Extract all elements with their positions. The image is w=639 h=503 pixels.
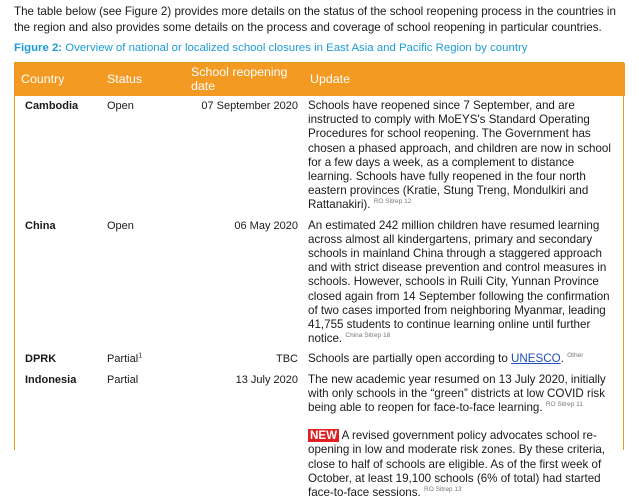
table-row (15, 216, 625, 350)
update-text: An estimated 242 million children have resumed learning across almost all kindergartens, primary and secondary schools in mainland China through a staggered approach and with strict disease prevention and control measures in schools. However, schools in Ruili City, Yunnan Province closed again from 14 September following the confirmation of two cases imported from neighboring Myanmar, leading 41,755 students to continue learning online until further notice. (308, 218, 610, 346)
header-country: Country (21, 71, 65, 86)
cell-status: Open (107, 100, 134, 112)
new-badge: NEW (310, 429, 338, 443)
update-text: Schools are partially open according to (308, 352, 508, 366)
status-text: Partial (107, 353, 139, 366)
cell-date: 13 July 2020 (235, 373, 298, 386)
figure-label: Figure 2: (14, 42, 63, 54)
cell-status: Open (107, 219, 134, 232)
cell-country: China (25, 219, 56, 232)
cell-date: 06 May 2020 (234, 219, 298, 232)
figure-caption (14, 41, 626, 56)
update-text-end: . (560, 352, 564, 366)
intro-paragraph: The table below (see Figure 2) provides more details on the status of the school reopening process in the countries in the region and also provides some details on the process and coverage of school reopening in particular countries. (14, 5, 616, 34)
source-note: RO Sitrep 13 (424, 486, 462, 494)
update-paragraph (308, 429, 617, 500)
table-row (15, 349, 625, 369)
source-note: RO Sitrep 12 (373, 198, 412, 206)
cell-country: DPRK (25, 353, 57, 366)
school-closures-table (14, 62, 624, 500)
table-row (15, 370, 625, 503)
cell-date: TBC (276, 353, 298, 366)
source-note: Other (567, 352, 584, 360)
source-note: RO Sitrep 11 (545, 401, 583, 409)
cell-country: Cambodia (25, 100, 79, 112)
table-header-row (15, 63, 625, 96)
cell-date: 07 September 2020 (201, 100, 298, 112)
cell-update (304, 349, 625, 369)
header-status: Status (107, 71, 143, 86)
cell-status (101, 349, 177, 369)
cell-country: Indonesia (25, 373, 77, 386)
header-reopening-date: School reopening date (191, 65, 288, 93)
cell-status: Partial (107, 373, 139, 386)
cell-update (304, 216, 625, 350)
update-text: The new academic year resumed on 13 July 2020, initially with only schools in the “green” districts at low COVID risk being able to reopen for face-to-face learning. (308, 372, 606, 415)
figure-title: Overview of national or localized school closures in East Asia and Pacific Region by country (65, 42, 528, 54)
table-row (15, 96, 625, 216)
update-paragraph (308, 373, 617, 416)
update-text: Schools have reopened since 7 September, and are instructed to comply with MoEYS's Standard Operating Procedures for school reopening. The Government has chosen a phased approach, and children are now in school for a few days a week, as a complement to distance learning. Schools have fully reopened in the four north eastern provinces (Kratie, Stung Treng, Mondulkiri and Rattanakiri). (308, 99, 611, 212)
source-note: China Sitrep 18 (345, 332, 391, 340)
unesco-link[interactable]: UNESCO (511, 352, 561, 366)
update-text: A revised government policy advocates school re-opening in low and moderate risk zones. By these criteria, close to half of schools are eligible. As of the first week of October, at least 19,100 schools (6% of total) had started face-to-face sessions. (308, 429, 606, 500)
cell-update (304, 96, 625, 216)
cell-update (304, 370, 625, 503)
header-update: Update (310, 71, 350, 86)
status-footnote: 1 (138, 352, 143, 360)
